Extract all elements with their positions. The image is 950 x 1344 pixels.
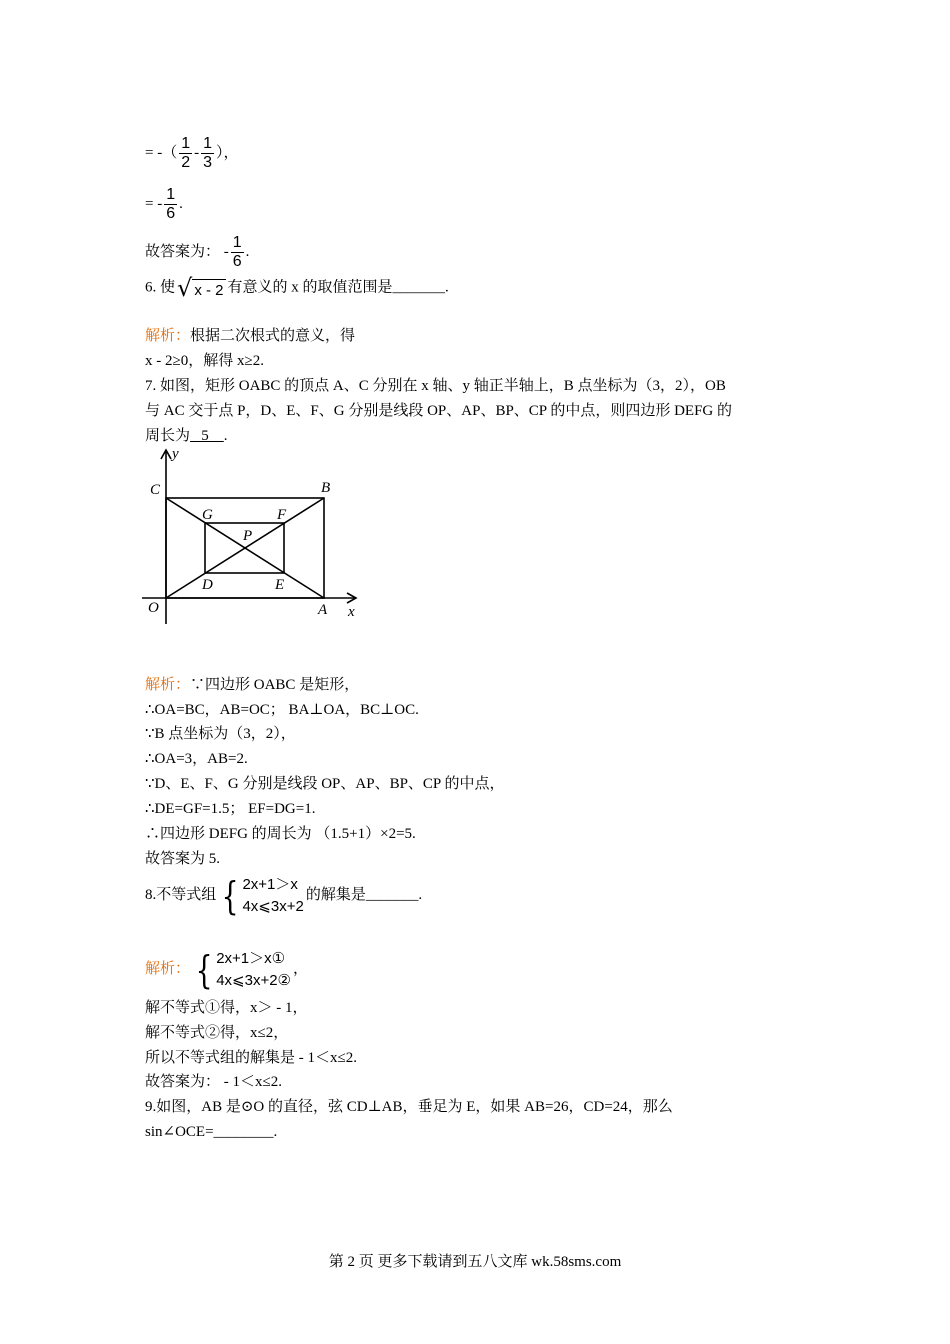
analysis-8-line-3: 解不等式②得，x≤2， <box>145 1025 289 1041</box>
left-brace-icon: { <box>221 873 239 918</box>
text: . <box>223 428 228 444</box>
inequality-1: 2x+1＞x① <box>216 949 286 967</box>
numerator: 1 <box>203 135 213 152</box>
rectangle-figure <box>140 442 370 632</box>
label-f: F <box>277 507 287 523</box>
answer-blank: 5 <box>190 428 224 444</box>
question-9-line-2: sin∠OCE=________. <box>145 1124 278 1140</box>
denominator: 6 <box>232 253 242 270</box>
analysis-8-line-5: 故答案为： - 1＜x≤2. <box>145 1074 282 1090</box>
analysis-label: 解析： <box>145 677 191 693</box>
text: 周长为 <box>145 428 191 444</box>
text: . <box>179 195 183 212</box>
text: ， <box>293 961 309 977</box>
analysis-8 <box>145 946 308 992</box>
text: ∵四边形 OABC 是矩形， <box>190 677 360 693</box>
question-7-line-1: 7. 如图，矩形 OABC 的顶点 A、C 分别在 x 轴、y 轴正半轴上，B 点坐标为（3，2），OB <box>145 378 726 394</box>
denominator: 3 <box>203 154 213 171</box>
analysis-7 <box>145 675 359 695</box>
analysis-7-line-6: ∴DE=GF=1.5； EF=DG=1. <box>145 801 316 817</box>
analysis-7-line-5: ∵D、E、F、G 分别是线段 OP、AP、BP、CP 的中点， <box>145 776 505 792</box>
fraction-half <box>179 135 192 172</box>
question-8 <box>145 872 422 918</box>
text: 6. 使 <box>145 279 176 296</box>
calc-line-2 <box>145 186 183 223</box>
radicand: x - 2 <box>192 279 225 300</box>
text: . <box>245 243 250 260</box>
label-e: E <box>275 577 285 593</box>
analysis-6-line-2: x - 2≥0，解得 x≥2. <box>145 353 264 369</box>
inequality-system <box>192 948 291 992</box>
label-o: O <box>148 600 159 616</box>
left-brace-icon: { <box>195 947 213 992</box>
fraction-third <box>201 135 214 172</box>
analysis-label: 解析： <box>145 961 191 977</box>
inequality-2: 4x⩽3x+2② <box>216 971 292 989</box>
question-7-line-2: 与 AC 交于点 P，D、E、F、G 分别是线段 OP、AP、BP、CP 的中点，则四边形 DEFG 的 <box>145 403 733 419</box>
text: - <box>194 144 200 161</box>
numerator: 1 <box>181 135 191 152</box>
text: 的解集是_______. <box>305 887 423 903</box>
inequality-2: 4x⩽3x+2 <box>242 897 304 915</box>
label-x: x <box>348 604 355 620</box>
label-y: y <box>172 446 179 462</box>
text: 有意义的 x 的取值范围是_______. <box>227 279 449 296</box>
text: 8.不等式组 <box>145 887 217 903</box>
label-p: P <box>243 528 253 544</box>
answer-line-5 <box>145 234 249 271</box>
analysis-8-line-4: 所以不等式组的解集是 - 1＜x≤2. <box>145 1050 357 1066</box>
denominator: 6 <box>166 205 176 222</box>
radical-sign-icon: √ <box>177 274 193 302</box>
fraction-sixth <box>164 186 177 223</box>
analysis-7-line-7: ∴四边形 DEFG 的周长为 （1.5+1）×2=5. <box>145 826 416 842</box>
text: 根据二次根式的意义，得 <box>190 328 356 344</box>
label-a: A <box>318 602 328 618</box>
fraction-sixth <box>231 234 244 271</box>
text: ）， <box>216 144 239 161</box>
denominator: 2 <box>181 154 191 171</box>
analysis-7-line-2: ∴OA=BC，AB=OC； BA⊥OA，BC⊥OC. <box>145 702 419 718</box>
label-g: G <box>202 507 213 523</box>
numerator: 1 <box>166 186 176 203</box>
label-d: D <box>202 577 213 593</box>
question-6 <box>145 276 449 300</box>
text: = -（ <box>145 144 178 161</box>
analysis-label: 解析： <box>145 328 191 344</box>
numerator: 1 <box>232 234 242 251</box>
inequality-1: 2x+1＞x <box>242 875 298 893</box>
analysis-7-line-3: ∵B 点坐标为（3，2）， <box>145 726 296 742</box>
analysis-7-line-8: 故答案为 5. <box>145 851 221 867</box>
text: = - <box>145 195 163 212</box>
text: 故答案为： - <box>145 243 229 260</box>
calc-line-1 <box>145 135 239 172</box>
page-footer: 第 2 页 更多下载请到五八文库 wk.58sms.com <box>328 1254 622 1270</box>
analysis-6 <box>145 326 355 346</box>
analysis-8-line-2: 解不等式①得，x＞ - 1， <box>145 1000 308 1016</box>
inequality-system <box>218 874 304 918</box>
label-b: B <box>321 480 331 496</box>
question-9-line-1: 9.如图，AB 是⊙O 的直径，弦 CD⊥AB，垂足为 E，如果 AB=26，CD=24，那么 <box>145 1099 673 1115</box>
analysis-7-line-4: ∴OA=3，AB=2. <box>145 751 248 767</box>
square-root <box>177 276 225 300</box>
label-c: C <box>150 482 161 498</box>
